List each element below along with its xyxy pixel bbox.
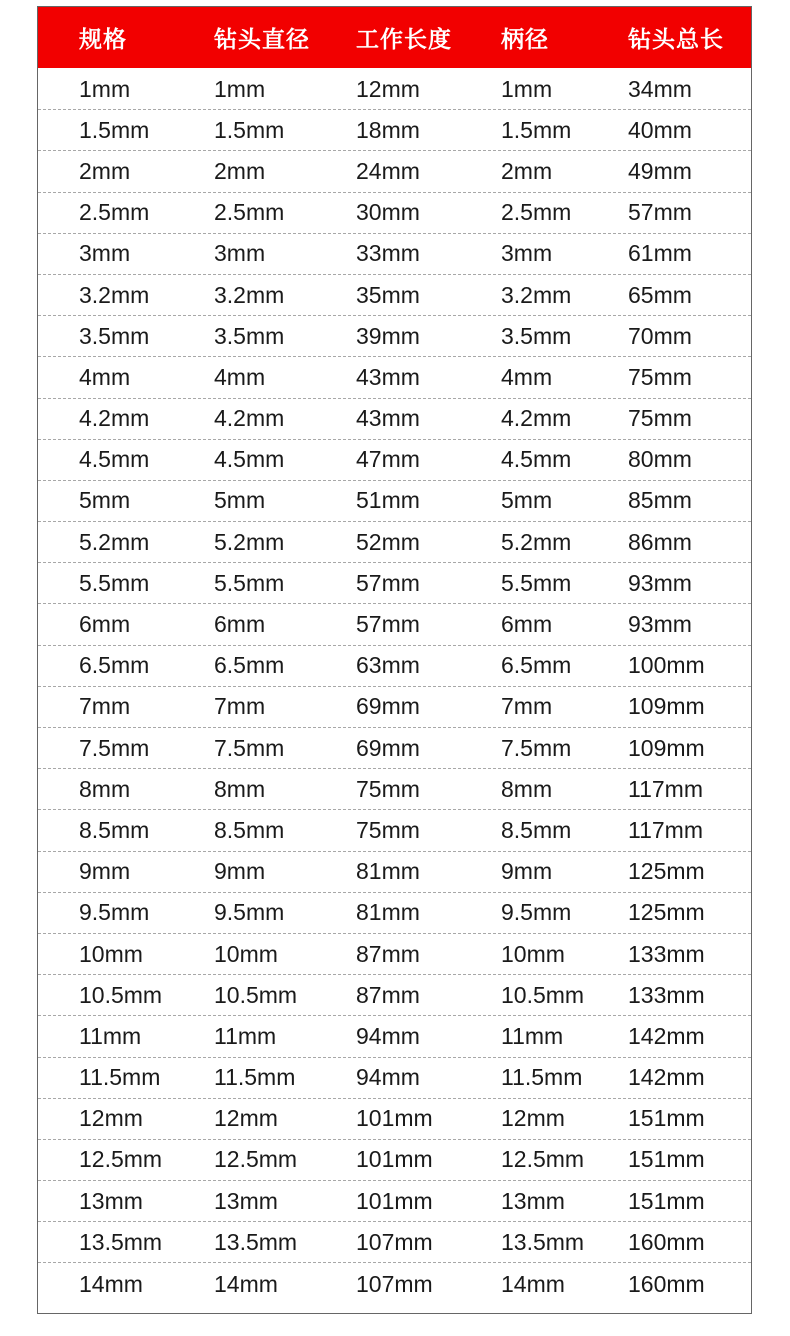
drill-diameter-cell: 4.2mm [214, 405, 285, 432]
overall-length-cell: 93mm [628, 611, 692, 638]
shank-diameter-cell: 4.2mm [501, 405, 572, 432]
spec-cell: 5mm [79, 487, 131, 514]
header-drill-diameter: 钻头直径 [214, 26, 310, 52]
spec-cell: 3.5mm [79, 322, 150, 349]
overall-length-cell: 133mm [628, 981, 705, 1008]
table-row [38, 1099, 751, 1140]
drill-diameter-cell: 8mm [214, 775, 266, 802]
working-length-cell: 52mm [356, 528, 420, 555]
header-overall-length: 钻头总长 [628, 26, 724, 52]
spec-cell: 4mm [79, 363, 131, 390]
header-shank-diameter: 柄径 [501, 26, 549, 52]
table-row [38, 646, 751, 687]
drill-diameter-cell: 5.2mm [214, 528, 285, 555]
overall-length-cell: 117mm [628, 775, 703, 802]
spec-cell: 12mm [79, 1105, 143, 1132]
overall-length-cell: 93mm [628, 569, 692, 596]
overall-length-cell: 75mm [628, 405, 692, 432]
spec-cell: 12.5mm [79, 1146, 163, 1173]
working-length-cell: 57mm [356, 569, 420, 596]
working-length-cell: 75mm [356, 775, 420, 802]
overall-length-cell: 61mm [628, 240, 692, 267]
overall-length-cell: 125mm [628, 899, 705, 926]
drill-diameter-cell: 10mm [214, 940, 278, 967]
shank-diameter-cell: 14mm [501, 1270, 565, 1297]
working-length-cell: 24mm [356, 157, 420, 184]
working-length-cell: 75mm [356, 816, 420, 843]
table-row [38, 440, 751, 481]
working-length-cell: 63mm [356, 652, 420, 679]
drill-diameter-cell: 9.5mm [214, 899, 285, 926]
overall-length-cell: 151mm [628, 1105, 705, 1132]
spec-table [37, 6, 752, 1314]
header-spec: 规格 [79, 26, 127, 52]
shank-diameter-cell: 4mm [501, 363, 553, 390]
drill-diameter-cell: 1mm [214, 75, 266, 102]
table-row [38, 193, 751, 234]
table-row [38, 110, 751, 151]
spec-cell: 14mm [79, 1270, 143, 1297]
overall-length-cell: 160mm [628, 1228, 705, 1255]
shank-diameter-cell: 12.5mm [501, 1146, 585, 1173]
spec-cell: 6.5mm [79, 652, 150, 679]
spec-cell: 4.5mm [79, 446, 150, 473]
overall-length-cell: 142mm [628, 1064, 705, 1091]
table-row [38, 1140, 751, 1181]
shank-diameter-cell: 13.5mm [501, 1228, 585, 1255]
table-row [38, 893, 751, 934]
drill-diameter-cell: 3.5mm [214, 322, 285, 349]
drill-diameter-cell: 4.5mm [214, 446, 285, 473]
shank-diameter-cell: 1mm [501, 75, 553, 102]
spec-cell: 13mm [79, 1187, 143, 1214]
spec-cell: 3mm [79, 240, 131, 267]
spec-cell: 1mm [79, 75, 131, 102]
spec-cell: 9mm [79, 858, 131, 885]
table-row [38, 769, 751, 810]
table-row [38, 151, 751, 192]
table-row [38, 852, 751, 893]
table-row [38, 275, 751, 316]
drill-diameter-cell: 8.5mm [214, 816, 285, 843]
drill-diameter-cell: 7.5mm [214, 734, 285, 761]
working-length-cell: 81mm [356, 858, 420, 885]
overall-length-cell: 85mm [628, 487, 692, 514]
working-length-cell: 35mm [356, 281, 420, 308]
drill-diameter-cell: 3.2mm [214, 281, 285, 308]
overall-length-cell: 151mm [628, 1187, 705, 1214]
shank-diameter-cell: 8.5mm [501, 816, 572, 843]
drill-diameter-cell: 10.5mm [214, 981, 298, 1008]
shank-diameter-cell: 5.5mm [501, 569, 572, 596]
spec-cell: 1.5mm [79, 116, 150, 143]
drill-diameter-cell: 12.5mm [214, 1146, 298, 1173]
shank-diameter-cell: 9.5mm [501, 899, 572, 926]
shank-diameter-cell: 10.5mm [501, 981, 585, 1008]
working-length-cell: 81mm [356, 899, 420, 926]
table-row [38, 1181, 751, 1222]
overall-length-cell: 100mm [628, 652, 705, 679]
spec-cell: 6mm [79, 611, 131, 638]
header-working-length: 工作长度 [356, 26, 452, 52]
table-row [38, 1058, 751, 1099]
table-row [38, 975, 751, 1016]
shank-diameter-cell: 3.2mm [501, 281, 572, 308]
drill-diameter-cell: 3mm [214, 240, 266, 267]
shank-diameter-cell: 5mm [501, 487, 553, 514]
shank-diameter-cell: 6mm [501, 611, 553, 638]
working-length-cell: 87mm [356, 981, 420, 1008]
spec-cell: 4.2mm [79, 405, 150, 432]
shank-diameter-cell: 6.5mm [501, 652, 572, 679]
drill-diameter-cell: 11mm [214, 1022, 277, 1049]
overall-length-cell: 86mm [628, 528, 692, 555]
table-row [38, 687, 751, 728]
working-length-cell: 94mm [356, 1022, 420, 1049]
working-length-cell: 47mm [356, 446, 420, 473]
shank-diameter-cell: 7mm [501, 693, 553, 720]
shank-diameter-cell: 9mm [501, 858, 553, 885]
working-length-cell: 69mm [356, 693, 420, 720]
drill-diameter-cell: 4mm [214, 363, 266, 390]
table-row [38, 522, 751, 563]
table-row [38, 728, 751, 769]
overall-length-cell: 40mm [628, 116, 692, 143]
spec-cell: 10.5mm [79, 981, 163, 1008]
drill-diameter-cell: 5mm [214, 487, 266, 514]
shank-diameter-cell: 3mm [501, 240, 553, 267]
working-length-cell: 101mm [356, 1146, 433, 1173]
shank-diameter-cell: 4.5mm [501, 446, 572, 473]
table-row [38, 604, 751, 645]
spec-cell: 5.5mm [79, 569, 150, 596]
drill-diameter-cell: 9mm [214, 858, 266, 885]
overall-length-cell: 70mm [628, 322, 692, 349]
overall-length-cell: 75mm [628, 363, 692, 390]
table-header-row [38, 7, 751, 68]
shank-diameter-cell: 2mm [501, 157, 553, 184]
spec-cell: 8mm [79, 775, 131, 802]
shank-diameter-cell: 7.5mm [501, 734, 572, 761]
table-row [38, 1263, 751, 1304]
table-row [38, 357, 751, 398]
drill-diameter-cell: 7mm [214, 693, 266, 720]
working-length-cell: 12mm [356, 75, 420, 102]
table-row [38, 810, 751, 851]
working-length-cell: 43mm [356, 405, 420, 432]
drill-diameter-cell: 13mm [214, 1187, 278, 1214]
spec-cell: 10mm [79, 940, 143, 967]
drill-diameter-cell: 5.5mm [214, 569, 285, 596]
spec-cell: 2.5mm [79, 199, 150, 226]
working-length-cell: 30mm [356, 199, 420, 226]
drill-diameter-cell: 13.5mm [214, 1228, 298, 1255]
shank-diameter-cell: 3.5mm [501, 322, 572, 349]
overall-length-cell: 57mm [628, 199, 692, 226]
overall-length-cell: 49mm [628, 157, 692, 184]
spec-cell: 5.2mm [79, 528, 150, 555]
table-row [38, 563, 751, 604]
working-length-cell: 69mm [356, 734, 420, 761]
spec-cell: 8.5mm [79, 816, 150, 843]
working-length-cell: 51mm [356, 487, 420, 514]
shank-diameter-cell: 11mm [501, 1022, 564, 1049]
drill-diameter-cell: 14mm [214, 1270, 278, 1297]
shank-diameter-cell: 5.2mm [501, 528, 572, 555]
working-length-cell: 101mm [356, 1187, 433, 1214]
spec-cell: 2mm [79, 157, 131, 184]
overall-length-cell: 151mm [628, 1146, 705, 1173]
working-length-cell: 43mm [356, 363, 420, 390]
drill-diameter-cell: 2mm [214, 157, 266, 184]
working-length-cell: 107mm [356, 1228, 433, 1255]
spec-cell: 9.5mm [79, 899, 150, 926]
drill-diameter-cell: 1.5mm [214, 116, 285, 143]
overall-length-cell: 34mm [628, 75, 692, 102]
overall-length-cell: 109mm [628, 734, 705, 761]
shank-diameter-cell: 10mm [501, 940, 565, 967]
spec-cell: 11mm [79, 1022, 142, 1049]
spec-cell: 11.5mm [79, 1064, 161, 1091]
working-length-cell: 87mm [356, 940, 420, 967]
working-length-cell: 33mm [356, 240, 420, 267]
working-length-cell: 101mm [356, 1105, 433, 1132]
table-row [38, 316, 751, 357]
table-row [38, 1222, 751, 1263]
drill-diameter-cell: 2.5mm [214, 199, 285, 226]
shank-diameter-cell: 12mm [501, 1105, 565, 1132]
shank-diameter-cell: 8mm [501, 775, 553, 802]
table-row [38, 481, 751, 522]
shank-diameter-cell: 2.5mm [501, 199, 572, 226]
spec-cell: 3.2mm [79, 281, 150, 308]
overall-length-cell: 65mm [628, 281, 692, 308]
overall-length-cell: 125mm [628, 858, 705, 885]
working-length-cell: 94mm [356, 1064, 420, 1091]
drill-diameter-cell: 12mm [214, 1105, 278, 1132]
overall-length-cell: 133mm [628, 940, 705, 967]
spec-cell: 13.5mm [79, 1228, 163, 1255]
spec-cell: 7mm [79, 693, 131, 720]
drill-diameter-cell: 6mm [214, 611, 266, 638]
table-row [38, 234, 751, 275]
working-length-cell: 107mm [356, 1270, 433, 1297]
drill-diameter-cell: 6.5mm [214, 652, 285, 679]
shank-diameter-cell: 13mm [501, 1187, 565, 1214]
working-length-cell: 18mm [356, 116, 420, 143]
table-row [38, 1016, 751, 1057]
table-row [38, 399, 751, 440]
table-row [38, 69, 751, 110]
shank-diameter-cell: 1.5mm [501, 116, 572, 143]
spec-cell: 7.5mm [79, 734, 150, 761]
drill-diameter-cell: 11.5mm [214, 1064, 296, 1091]
overall-length-cell: 109mm [628, 693, 705, 720]
table-row [38, 934, 751, 975]
working-length-cell: 57mm [356, 611, 420, 638]
shank-diameter-cell: 11.5mm [501, 1064, 583, 1091]
overall-length-cell: 160mm [628, 1270, 705, 1297]
overall-length-cell: 117mm [628, 816, 703, 843]
working-length-cell: 39mm [356, 322, 420, 349]
overall-length-cell: 80mm [628, 446, 692, 473]
overall-length-cell: 142mm [628, 1022, 705, 1049]
table-body [38, 68, 751, 1305]
